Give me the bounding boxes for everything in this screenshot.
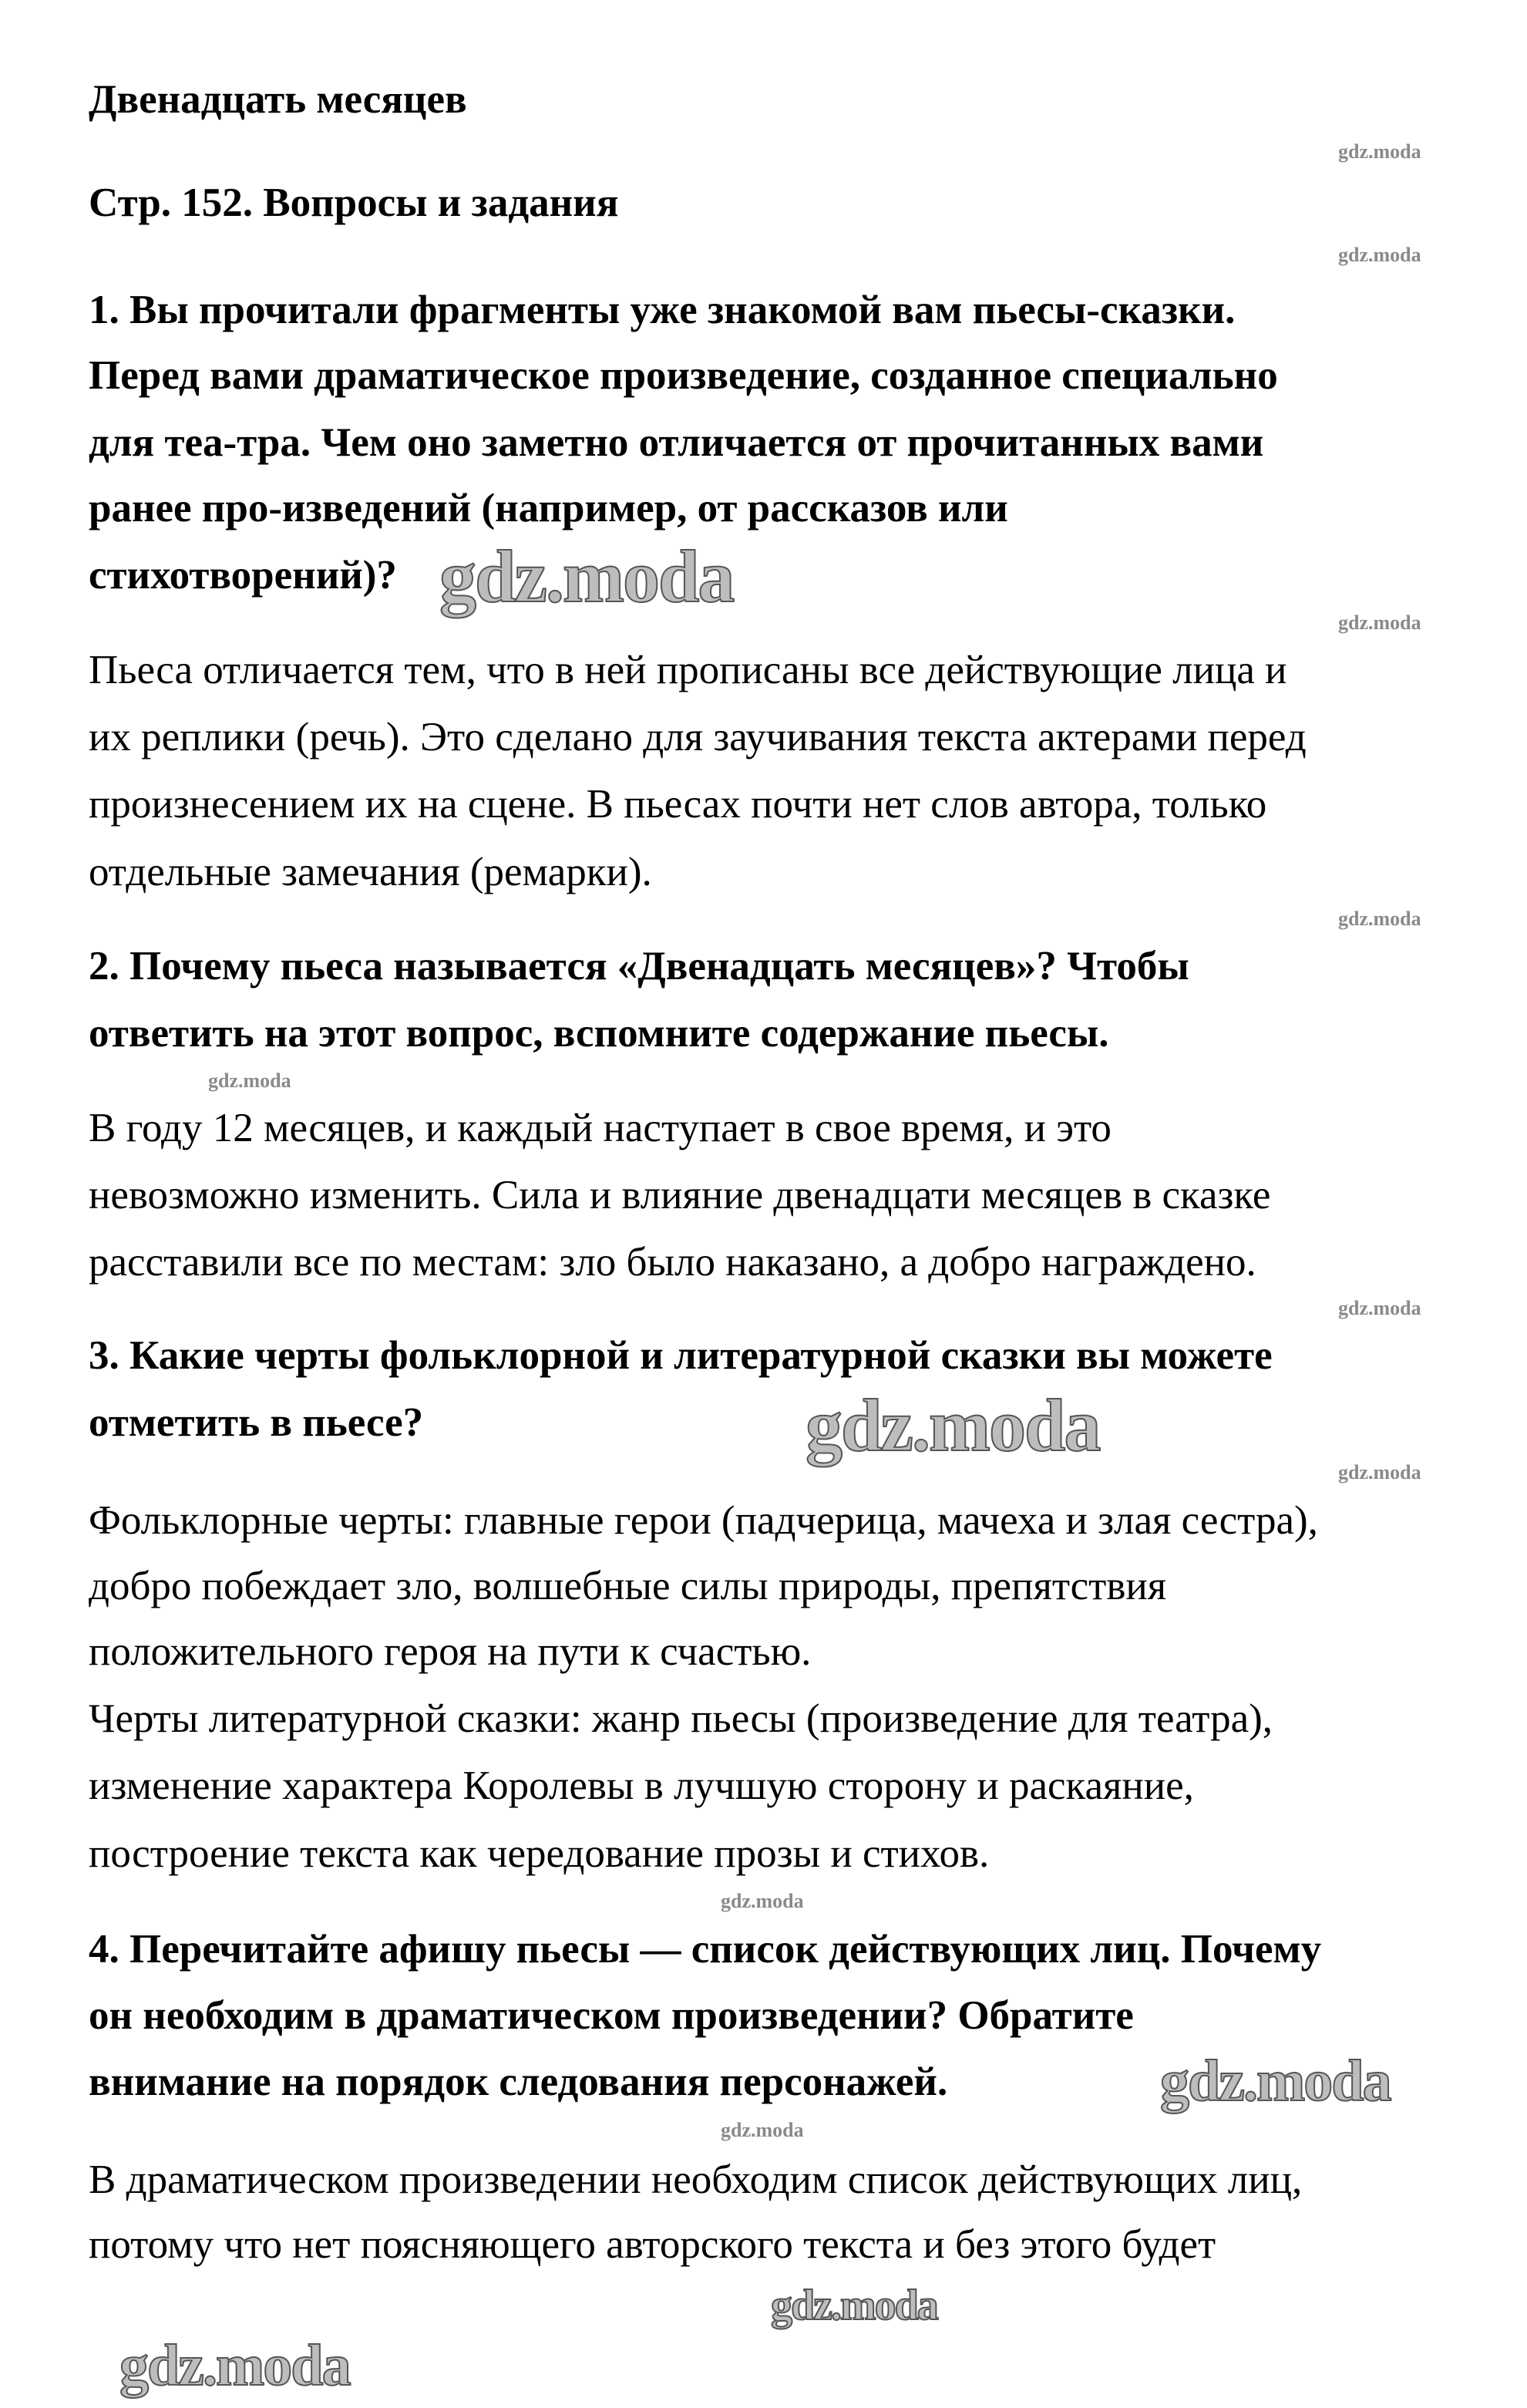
question-line: 3. Какие черты фольклорной и литературной сказки вы можете [89,1333,1273,1378]
question-line: он необходим в драматическом произведении? Обратите [89,1993,1134,2038]
question-line: 4. Перечитайте афишу пьесы — список действующих лиц. Почему [89,1927,1322,1972]
watermark: gdz.moda [439,535,734,618]
question-line: 1. Вы прочитали фрагменты уже знакомой вам пьесы-сказки. [89,288,1236,332]
watermark: gdz.moda [771,2282,937,2329]
answer-line: построение текста как чередование прозы и стихов. [89,1831,990,1876]
watermark: gdz.moda [806,1384,1100,1467]
watermark: gdz.moda [1338,908,1421,930]
answer-line: В драматическом произведении необходим список действующих лиц, [89,2157,1303,2202]
watermark: gdz.moda [208,1069,291,1092]
answer-line: расставили все по местам: зло было наказано, а добро награждено. [89,1240,1256,1285]
watermark: gdz.moda [721,1890,804,1912]
section-subtitle: Стр. 152. Вопросы и задания [89,180,619,225]
answer-line: Фольклорные черты: главные герои (падчерица, мачеха и злая сестра), [89,1498,1318,1543]
answer-line: В году 12 месяцев, и каждый наступает в свое время, и это [89,1106,1112,1150]
watermark: gdz.moda [1338,140,1421,163]
watermark: gdz.moda [1160,2049,1391,2113]
watermark: gdz.moda [1338,244,1421,266]
question-line: Перед вами драматическое произведение, созданное специально [89,353,1278,398]
page-title: Двенадцать месяцев [89,77,467,122]
watermark: gdz.moda [721,2119,804,2141]
question-line: ответить на этот вопрос, вспомните содержание пьесы. [89,1011,1109,1056]
answer-line: добро побеждает зло, волшебные силы природы, препятствия [89,1564,1167,1608]
question-line: ранее про-изведений (например, от рассказов или [89,486,1008,530]
question-line: стихотворений)? [89,553,397,598]
answer-line: потому что нет поясняющего авторского текста и без этого будет [89,2222,1216,2267]
answer-line: их реплики (речь). Это сделано для заучивания текста актерами перед [89,715,1307,759]
answer-line: произнесением их на сцене. В пьесах почти нет слов автора, только [89,782,1267,827]
watermark: gdz.moda [1338,1461,1421,1484]
answer-line: Пьеса отличается тем, что в ней прописаны все действующие лица и [89,648,1287,692]
question-line: 2. Почему пьеса называется «Двенадцать месяцев»? Чтобы [89,944,1189,988]
question-line: внимание на порядок следования персонажей. [89,2059,948,2104]
answer-line: Черты литературной сказки: жанр пьесы (произведение для театра), [89,1696,1273,1741]
answer-line: невозможно изменить. Сила и влияние двенадцати месяцев в сказке [89,1173,1271,1217]
question-line: отметить в пьесе? [89,1400,424,1445]
watermark: gdz.moda [1338,1297,1421,1319]
watermark: gdz.moda [119,2333,350,2398]
question-line: для теа-тра. Чем оно заметно отличается от прочитанных вами [89,420,1264,465]
watermark: gdz.moda [1338,611,1421,634]
answer-line: изменение характера Королевы в лучшую сторону и раскаяние, [89,1763,1194,1808]
answer-line: положительного героя на пути к счастью. [89,1629,812,1674]
answer-line: отдельные замечания (ремарки). [89,850,652,894]
